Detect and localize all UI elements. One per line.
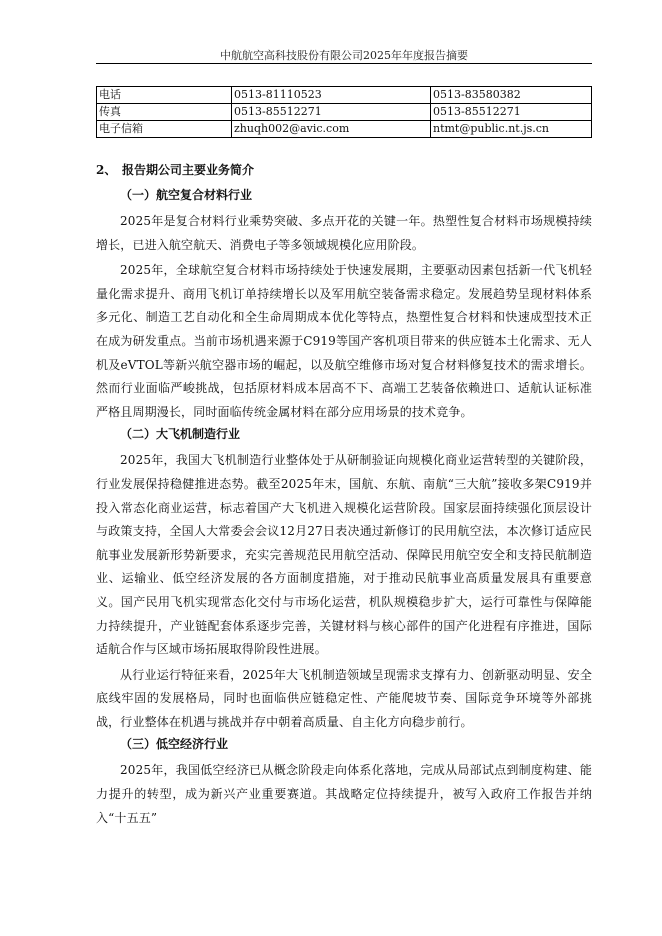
subsection-title-aircraft: （二）大飞机制造行业: [120, 427, 241, 442]
table-cell: 0513-83580382: [431, 87, 592, 104]
paragraph: 从行业运行特征来看，2025年大飞机制造领域呈现需求支撑有力、创新驱动明显、安全底线牢固的发展格局，同时也面临供应链稳定性、产能爬坡节奏、国际竞争环境等外部挑战，行业整体在机遇与挑战并存中朝着高质量、自主化方向稳步前行。: [96, 667, 592, 729]
section-title: [96, 162, 592, 187]
header-rule: [96, 63, 592, 64]
table-row: [97, 104, 592, 121]
table-row: [97, 87, 592, 104]
section-title-text: 报告期公司主要业务简介: [122, 163, 255, 177]
paragraph: 2025年，全球航空复合材料市场持续处于快速发展期，主要驱动因素包括新一代飞机轻量化需求提升、商用飞机订单持续增长以及军用航空装备需求稳定。发展趋势呈现材料体系多元化、制造工艺自动化和全生命周期成本优化等特点，热塑性复合材料和快速成型技术正在成为研发重点。当前市场机遇来源于C919等国产客机项目带来的供应链本土化需求、无人机及eVTOL等新兴航空器市场的崛起，以及航空维修市场对复合材料修复技术的需求增长。然而行业面临严峻挑战，包括原材料成本居高不下、高端工艺装备依赖进口、适航认证标准严格且周期漫长，同时面临传统金属材料在部分应用场景的技术竞争。: [96, 263, 592, 419]
table-cell: ntmt@public.nt.js.cn: [431, 121, 592, 138]
row-label: 电话: [97, 87, 232, 104]
table-cell: zhuqh002@avic.com: [232, 121, 431, 138]
subsection-title-low-altitude: （三）低空经济行业: [120, 737, 229, 752]
table-cell: 0513-81110523: [232, 87, 431, 104]
table-cell: 0513-85512271: [431, 104, 592, 121]
paragraph: 2025年，我国低空经济已从概念阶段走向体系化落地，完成从局部试点到制度构建、能力提升的转型，成为新兴产业重要赛道。其战略定位持续提升，被写入政府工作报告并纳入“十五五”: [96, 763, 592, 825]
row-label: 电子信箱: [97, 121, 232, 138]
section-business-overview: [96, 162, 592, 832]
subsection-title-composites: （一）航空复合材料行业: [120, 188, 253, 202]
contact-table: [96, 86, 592, 138]
page-header: 中航航空高科技股份有限公司2025年年度报告摘要: [220, 49, 468, 62]
table-cell: 0513-85512271: [232, 104, 431, 121]
section-number: 2、: [96, 163, 117, 177]
paragraph: 2025年是复合材料行业乘势突破、多点开花的关键一年。热塑性复合材料市场规模持续增长，已进入航空航天、消费电子等多领域规模化应用阶段。: [96, 214, 592, 252]
table-row: [97, 121, 592, 138]
row-label: 传真: [97, 104, 232, 121]
paragraph: 2025年，我国大飞机制造行业整体处于从研制验证向规模化商业运营转型的关键阶段，行业发展保持稳健推进态势。截至2025年末，国航、东航、南航“三大航”接收多架C919并投入常态化商业运营，标志着国产大飞机进入规模化运营阶段。国家层面持续强化顶层设计与政策支持，全国人大常委会会议12月27日表决通过新修订的民用航空法，本次修订适应民航事业发展新形势新要求，充实完善规范民用航空活动、保障民用航空安全和支持民航制造业、运输业、低空经济发展的各方面制度措施，对于推动民航事业高质量发展具有重要意义。国产民用飞机实现常态化交付与市场化运营，机队规模稳步扩大，运行可靠性与保障能力持续提升，产业链配套体系逐步完善，关键材料与核心部件的国产化进程有序推进，国际适航合作与区域市场拓展取得阶段性进展。: [96, 453, 592, 657]
